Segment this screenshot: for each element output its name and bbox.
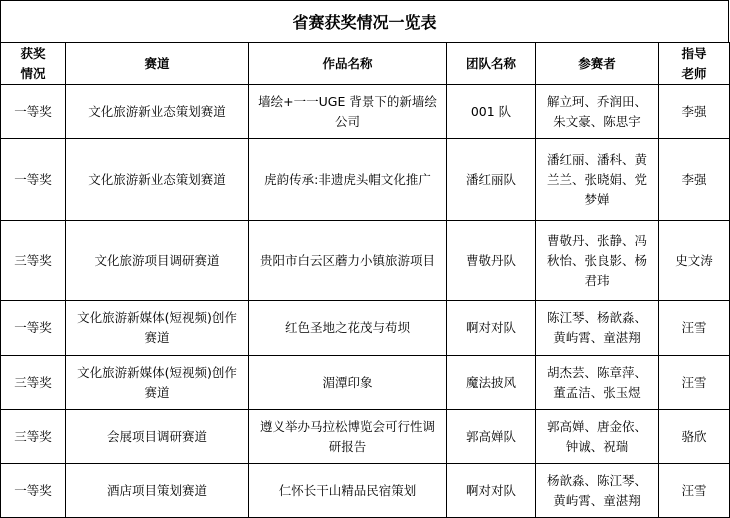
advisor-cell: 汪雪 bbox=[659, 464, 730, 518]
awards-table bbox=[0, 42, 730, 518]
table-title-row bbox=[0, 0, 729, 43]
work-cell: 仁怀长干山精品民宿策划 bbox=[249, 464, 447, 518]
track-cell: 文化旅游新媒体(短视频)创作赛道 bbox=[66, 301, 249, 356]
page-title: 省赛获奖情况一览表 bbox=[292, 13, 437, 32]
team-cell: 001 队 bbox=[447, 85, 536, 139]
work-cell: 遵义举办马拉松博览会可行性调研报告 bbox=[249, 410, 447, 464]
track-cell: 文化旅游新业态策划赛道 bbox=[66, 85, 249, 139]
table-row bbox=[1, 85, 730, 139]
header-row bbox=[1, 43, 730, 85]
award-cell: 一等奖 bbox=[1, 464, 66, 518]
header-work: 作品名称 bbox=[249, 43, 447, 85]
award-cell: 一等奖 bbox=[1, 301, 66, 356]
header-team: 团队名称 bbox=[447, 43, 536, 85]
members-cell: 陈江琴、杨歆淼、黄屿霄、童湛翔 bbox=[536, 301, 659, 356]
work-cell: 虎韵传承:非遗虎头帽文化推广 bbox=[249, 139, 447, 221]
advisor-cell: 史文涛 bbox=[659, 221, 730, 301]
header-members: 参赛者 bbox=[536, 43, 659, 85]
header-award: 获奖情况 bbox=[1, 43, 66, 85]
table-row bbox=[1, 221, 730, 301]
team-cell: 魔法披风 bbox=[447, 356, 536, 410]
advisor-cell: 李强 bbox=[659, 85, 730, 139]
advisor-cell: 汪雪 bbox=[659, 301, 730, 356]
team-cell: 啊对对队 bbox=[447, 464, 536, 518]
award-cell: 一等奖 bbox=[1, 139, 66, 221]
members-cell: 胡杰芸、陈章萍、董孟洁、张玉煜 bbox=[536, 356, 659, 410]
work-cell: 墙绘+一一UGE 背景下的新墙绘公司 bbox=[249, 85, 447, 139]
table-row bbox=[1, 301, 730, 356]
award-cell: 三等奖 bbox=[1, 410, 66, 464]
members-cell: 曹敬丹、张静、冯秋怡、张良影、杨君玮 bbox=[536, 221, 659, 301]
advisor-cell: 李强 bbox=[659, 139, 730, 221]
header-advisor: 指导老师 bbox=[659, 43, 730, 85]
track-cell: 酒店项目策划赛道 bbox=[66, 464, 249, 518]
work-cell: 湄潭印象 bbox=[249, 356, 447, 410]
track-cell: 文化旅游新业态策划赛道 bbox=[66, 139, 249, 221]
advisor-cell: 汪雪 bbox=[659, 356, 730, 410]
track-cell: 会展项目调研赛道 bbox=[66, 410, 249, 464]
award-cell: 三等奖 bbox=[1, 221, 66, 301]
table-row bbox=[1, 410, 730, 464]
award-cell: 三等奖 bbox=[1, 356, 66, 410]
advisor-cell: 骆欣 bbox=[659, 410, 730, 464]
members-cell: 郭高婵、唐金依、钟诚、祝瑞 bbox=[536, 410, 659, 464]
table-row bbox=[1, 356, 730, 410]
team-cell: 潘红丽队 bbox=[447, 139, 536, 221]
team-cell: 郭高婵队 bbox=[447, 410, 536, 464]
members-cell: 潘红丽、潘科、黄兰兰、张晓娟、党梦婵 bbox=[536, 139, 659, 221]
team-cell: 曹敬丹队 bbox=[447, 221, 536, 301]
team-cell: 啊对对队 bbox=[447, 301, 536, 356]
members-cell: 解立珂、乔润田、朱文豪、陈思宇 bbox=[536, 85, 659, 139]
table-row bbox=[1, 139, 730, 221]
header-track: 赛道 bbox=[66, 43, 249, 85]
track-cell: 文化旅游新媒体(短视频)创作赛道 bbox=[66, 356, 249, 410]
work-cell: 红色圣地之花茂与苟坝 bbox=[249, 301, 447, 356]
work-cell: 贵阳市白云区蘑力小镇旅游项目 bbox=[249, 221, 447, 301]
track-cell: 文化旅游项目调研赛道 bbox=[66, 221, 249, 301]
table-row bbox=[1, 464, 730, 518]
members-cell: 杨歆淼、陈江琴、黄屿霄、童湛翔 bbox=[536, 464, 659, 518]
award-cell: 一等奖 bbox=[1, 85, 66, 139]
